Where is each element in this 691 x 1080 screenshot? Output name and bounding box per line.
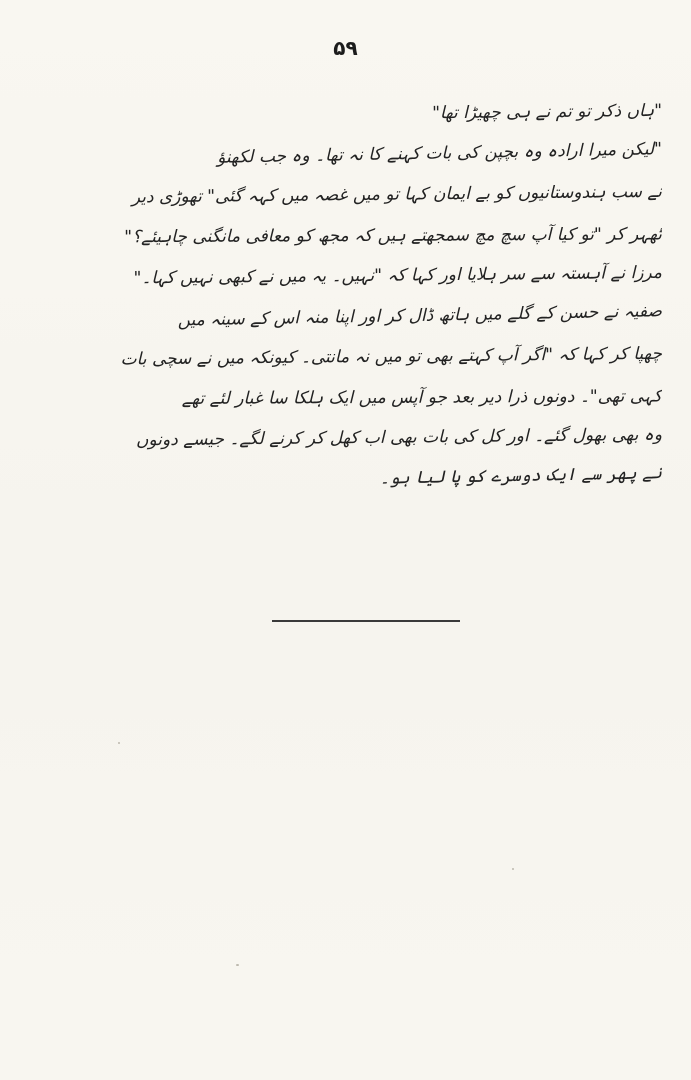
section-divider	[272, 620, 460, 622]
paper-speck	[236, 964, 239, 966]
text-line: صفیہ نے حسن کے گلے میں ہاتھ ڈال کر اور اپنا منہ اس کے سینہ میں	[177, 300, 663, 331]
text-line: مرزا نے آہستہ سے سر ہلایا اور کہا کہ "نہیں۔ یہ میں نے کبھی نہیں کہا۔"	[133, 262, 663, 289]
text-line: "لیکن میرا ارادہ وہ بچپن کی بات کہنے کا نہ تھا۔ وہ جب لکھنؤ	[216, 138, 663, 168]
page-number: ۵۹	[333, 36, 358, 60]
text-line: چھپا کر کہا کہ "اگر آپ کہتے بھی تو میں نہ مانتی۔ کیونکہ میں نے سچی بات	[120, 343, 663, 370]
text-line: نے سب ہندوستانیوں کو بے ایمان کہا تو میں غصہ میں کہہ گئی" تھوڑی دیر	[131, 181, 663, 208]
text-line: نے پھر سے ایک دوسرے کو پا لیا ہو۔	[379, 462, 663, 489]
paper-speck	[118, 742, 120, 744]
handwritten-text-block	[62, 100, 662, 505]
paper-speck	[512, 868, 514, 870]
text-line: وہ بھی بھول گئے۔ اور کل کی بات بھی اب کھل کر کرنے لگے۔ جیسے دونوں	[135, 424, 663, 451]
text-line: "ہاں ذکر تو تم نے ہی چھیڑا تھا"	[432, 100, 663, 124]
text-line: کہی تھی"۔ دونوں ذرا دیر بعد جو آپس میں ایک ہلکا سا غبار لئے تھے	[181, 385, 663, 409]
text-line: ٹھہر کر "تو کیا آپ سچ مچ سمجھتے ہیں کہ مجھ کو معافی مانگنی چاہیئے؟"	[124, 223, 663, 247]
